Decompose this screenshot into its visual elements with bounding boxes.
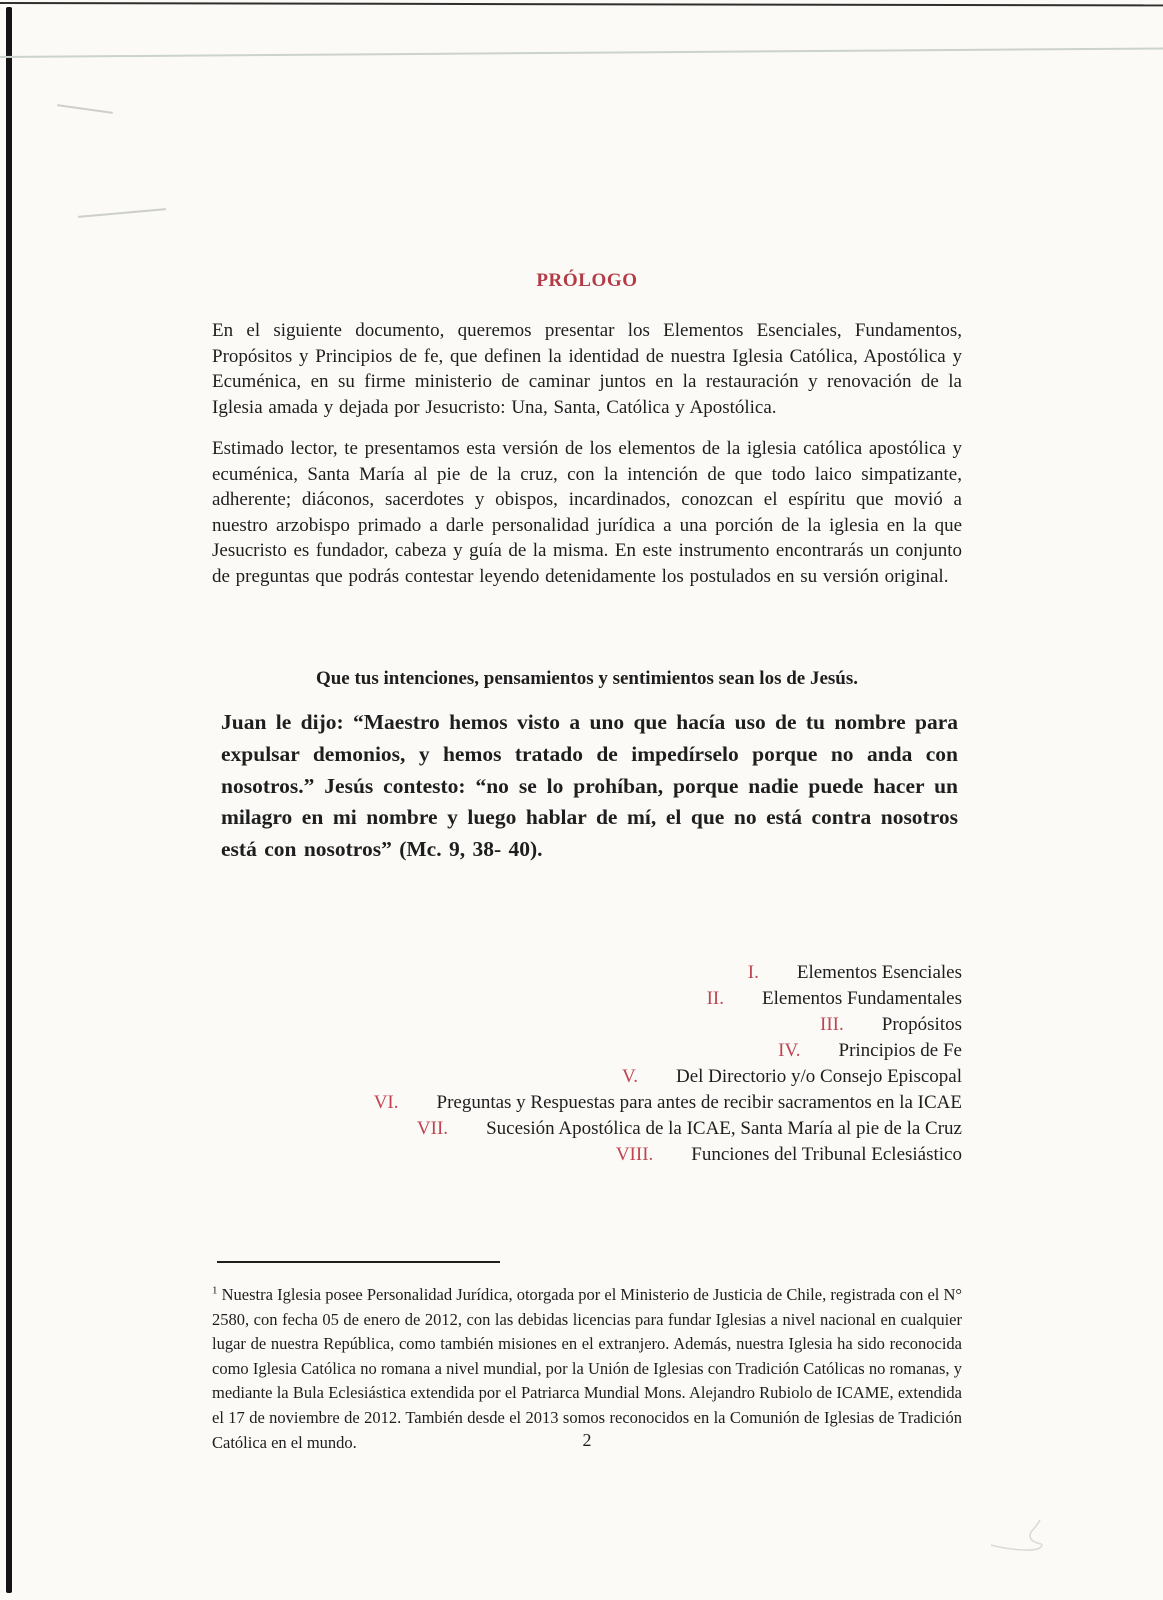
footnote-separator bbox=[217, 1261, 500, 1263]
lead-sentence: Que tus intenciones, pensamientos y sentimientos sean los de Jesús. bbox=[315, 668, 859, 689]
index-label: Del Directorio y/o Consejo Episcopal bbox=[676, 1066, 962, 1087]
scan-smudge bbox=[985, 1512, 1085, 1560]
index-numeral: V. bbox=[621, 1066, 638, 1087]
index-numeral: VII. bbox=[416, 1118, 449, 1139]
index-item bbox=[212, 960, 962, 986]
index-numeral: IV. bbox=[778, 1040, 801, 1061]
paragraph-intro: En el siguiente documento, queremos presentar los Elementos Esenciales, Fundamentos, Propósitos y Principios de fe, que definen la identidad de nuestra Iglesia Católica, Apostólica y Ecuménica, en su firme ministerio de caminar juntos en la restauración y renovación de la Iglesia amada y dejada por Jesucristo: Una, Santa, Católica y Apostólica. bbox=[212, 320, 962, 418]
index-label: Elementos Esenciales bbox=[796, 962, 962, 983]
pencil-mark bbox=[57, 104, 113, 113]
section-index bbox=[212, 960, 962, 1168]
paragraph-reader: Estimado lector, te presentamos esta versión de los elementos de la iglesia católica apostólica y ecuménica, Santa María al pie de la cruz, con la intención de que todo laico simpatizante, adherente; diáconos, sacerdotes y obispos, incardinados, conozcan el espíritu que movió a nuestro arzobispo primado a darle personalidad jurídica a una porción de la iglesia en la que Jesucristo es fundador, cabeza y guía de la misma. En este instrumento encontrarás un conjunto de preguntas que podrás contestar leyendo detenidamente los postulados en su versión original. bbox=[212, 438, 962, 587]
index-item bbox=[212, 1142, 962, 1168]
scripture-quote: Juan le dijo: “Maestro hemos visto a uno que hacía uso de tu nombre para expulsar demonios, y hemos tratado de impedírselo porque no anda con nosotros.” Jesús contesto: “no se lo prohíban, porque nadie puede hacer un milagro en mi nombre y luego hablar de mí, el que no está contra nosotros está con nosotros” (Mc. 9, 38- 40). bbox=[221, 710, 958, 862]
page-title: PRÓLOGO bbox=[536, 270, 638, 291]
index-label: Propósitos bbox=[881, 1014, 962, 1035]
footnote-marker: 1 bbox=[212, 1284, 218, 1297]
index-item bbox=[212, 1064, 962, 1090]
index-numeral: II. bbox=[706, 988, 725, 1009]
index-item bbox=[212, 986, 962, 1012]
footnote-text: Nuestra Iglesia posee Personalidad Jurídica, otorgada por el Ministerio de Justicia de Chile, registrada con el N° 2580, con fecha 05 de enero de 2012, con las debidas licencias para fundar Iglesias a nivel nacional en cualquier lugar de nuestra República, como también misiones en el extranjero. Además, nuestra Iglesia ha sido reconocida como Iglesia Católica no romana a nivel mundial, por la Unión de Iglesias con Tradición Católicas no romanas, y mediante la Bula Eclesiástica extendida por el Patriarca Mundial Mons. Alejandro Rubiolo de ICAME, extendida el 17 de noviembre de 2012. También desde el 2013 somos reconocidos en la Comunión de Iglesias de Tradición Católica en el mundo. bbox=[212, 1285, 963, 1452]
index-item bbox=[212, 1090, 962, 1116]
index-label: Funciones del Tribunal Eclesiástico bbox=[691, 1144, 962, 1165]
pencil-mark bbox=[78, 208, 166, 217]
index-item bbox=[212, 1038, 962, 1064]
index-numeral: III. bbox=[820, 1014, 844, 1035]
page-number: 2 bbox=[582, 1430, 592, 1450]
scan-fold-line bbox=[0, 47, 1163, 57]
scan-edge-left bbox=[6, 7, 12, 1593]
index-item bbox=[212, 1116, 962, 1142]
index-label: Elementos Fundamentales bbox=[762, 988, 962, 1009]
index-label: Preguntas y Respuestas para antes de recibir sacramentos en la ICAE bbox=[436, 1092, 962, 1113]
index-label: Sucesión Apostólica de la ICAE, Santa María al pie de la Cruz bbox=[486, 1118, 962, 1139]
scan-edge-top bbox=[0, 2, 1163, 6]
index-numeral: VI. bbox=[373, 1092, 399, 1113]
index-item bbox=[212, 1012, 962, 1038]
index-label: Principios de Fe bbox=[838, 1040, 962, 1061]
index-numeral: VIII. bbox=[615, 1144, 654, 1165]
index-numeral: I. bbox=[747, 962, 759, 983]
